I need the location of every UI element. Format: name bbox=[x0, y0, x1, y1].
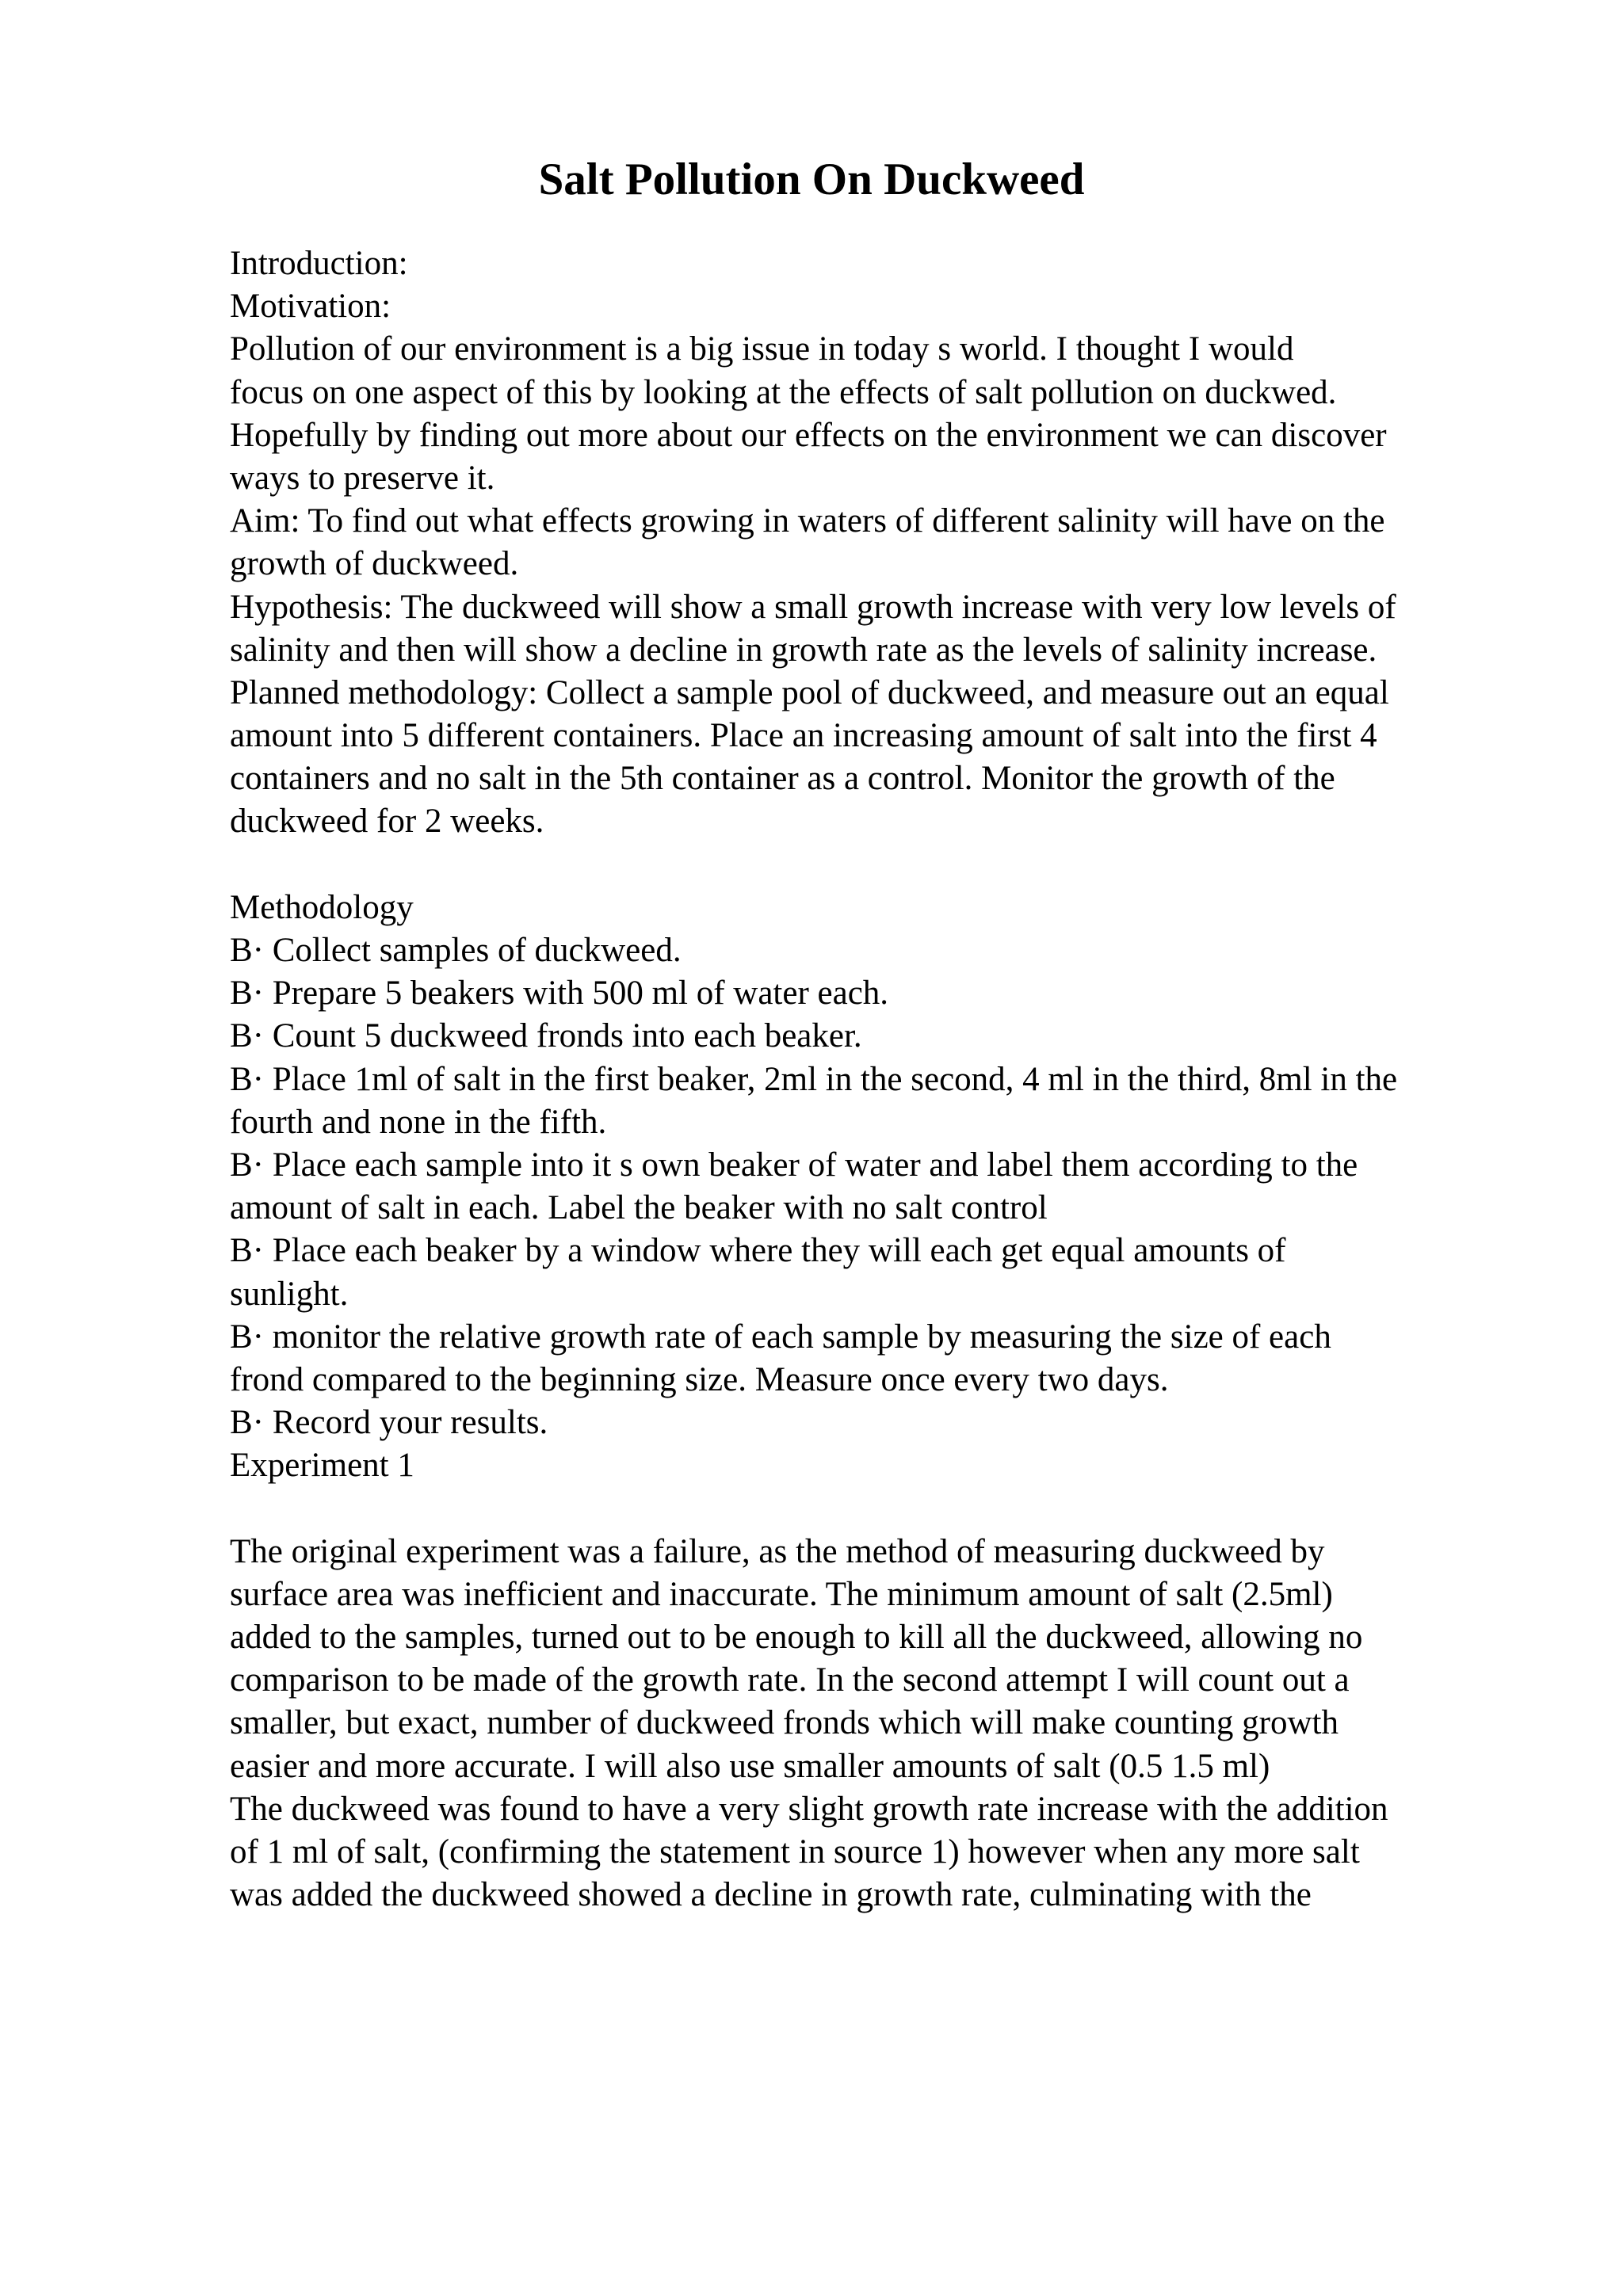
text-line: The duckweed was found to have a very slight growth rate increase with the addition bbox=[230, 1790, 1388, 1828]
text-line: B· Collect samples of duckweed. bbox=[230, 932, 682, 969]
text-line: added to the samples, turned out to be enough to kill all the duckweed, allowing no bbox=[230, 1619, 1363, 1656]
text-line: B· monitor the relative growth rate of each sample by measuring the size of each bbox=[230, 1318, 1331, 1356]
text-line: amount of salt in each. Label the beaker with no salt control bbox=[230, 1189, 1048, 1227]
text-line: B· Place 1ml of salt in the first beaker, 2ml in the second, 4 ml in the third, 8ml in the bbox=[230, 1060, 1398, 1098]
text-line: fourth and none in the fifth. bbox=[230, 1103, 607, 1141]
text-line: of 1 ml of salt, (confirming the statement in source 1) however when any more salt bbox=[230, 1833, 1360, 1871]
text-line: Hopefully by finding out more about our effects on the environment we can discover bbox=[230, 416, 1387, 454]
text-line: Aim: To find out what effects growing in waters of different salinity will have on the bbox=[230, 502, 1385, 540]
text-line: Planned methodology: Collect a sample pool of duckweed, and measure out an equal bbox=[230, 673, 1389, 711]
text-line: was added the duckweed showed a decline in growth rate, culminating with the bbox=[230, 1876, 1312, 1914]
text-line: comparison to be made of the growth rate. In the second attempt I will count out a bbox=[230, 1661, 1350, 1699]
text-line: frond compared to the beginning size. Measure once every two days. bbox=[230, 1360, 1169, 1398]
text-line: B· Record your results. bbox=[230, 1404, 548, 1442]
text-line: duckweed for 2 weeks. bbox=[230, 803, 544, 841]
text-line: B· Place each beaker by a window where they will each get equal amounts of bbox=[230, 1232, 1286, 1270]
text-line: Pollution of our environment is a big issue in today s world. I thought I would bbox=[230, 330, 1294, 368]
document-body bbox=[230, 242, 1529, 1917]
blank-line bbox=[230, 1487, 1529, 1530]
text-line: sunlight. bbox=[230, 1275, 349, 1313]
text-line: Motivation: bbox=[230, 288, 391, 326]
text-line: B· Place each sample into it s own beaker of water and label them according to the bbox=[230, 1146, 1358, 1184]
document-title: Salt Pollution On Duckweed bbox=[538, 154, 1085, 204]
blank-line bbox=[230, 844, 1529, 887]
text-line: B· Prepare 5 beakers with 500 ml of water each. bbox=[230, 974, 889, 1013]
text-line: growth of duckweed. bbox=[230, 545, 519, 583]
text-line: Experiment 1 bbox=[230, 1447, 414, 1485]
text-line: focus on one aspect of this by looking at the effects of salt pollution on duckwed. bbox=[230, 373, 1337, 411]
text-line: Hypothesis: The duckweed will show a small growth increase with very low levels of bbox=[230, 588, 1396, 626]
text-line: salinity and then will show a decline in growth rate as the levels of salinity increase. bbox=[230, 631, 1377, 669]
text-line: surface area was inefficient and inaccurate. The minimum amount of salt (2.5ml) bbox=[230, 1575, 1333, 1613]
text-line: ways to preserve it. bbox=[230, 459, 495, 497]
text-line: Introduction: bbox=[230, 245, 408, 282]
text-line: B· Count 5 duckweed fronds into each beaker. bbox=[230, 1017, 862, 1055]
text-line: Methodology bbox=[230, 888, 414, 926]
text-line: smaller, but exact, number of duckweed fronds which will make counting growth bbox=[230, 1704, 1338, 1742]
text-line: containers and no salt in the 5th container as a control. Monitor the growth of the bbox=[230, 760, 1335, 798]
text-line: amount into 5 different containers. Place an increasing amount of salt into the first 4 bbox=[230, 717, 1377, 755]
text-line: easier and more accurate. I will also use smaller amounts of salt (0.5 1.5 ml) bbox=[230, 1747, 1270, 1785]
text-line: The original experiment was a failure, as the method of measuring duckweed by bbox=[230, 1532, 1325, 1570]
